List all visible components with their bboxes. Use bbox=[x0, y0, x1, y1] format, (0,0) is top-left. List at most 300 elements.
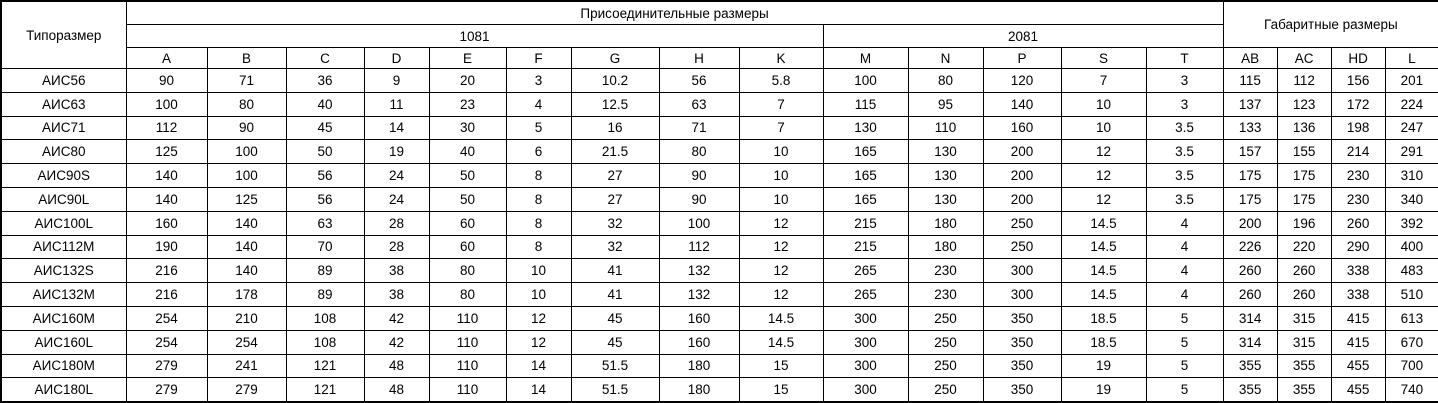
dimension-value-cell: 260 bbox=[1223, 283, 1277, 307]
column-header-F: F bbox=[506, 48, 571, 69]
row-type-size: АИС160M bbox=[1, 306, 126, 330]
dimension-value-cell: 12 bbox=[739, 259, 823, 283]
dimension-value-cell: 201 bbox=[1385, 69, 1438, 93]
table-row bbox=[1, 164, 1438, 188]
dimension-value-cell: 250 bbox=[908, 378, 983, 402]
dimension-value-cell: 670 bbox=[1385, 330, 1438, 354]
dimension-value-cell: 279 bbox=[126, 354, 207, 378]
dimension-value-cell: 200 bbox=[983, 164, 1061, 188]
table-row bbox=[1, 211, 1438, 235]
dimension-value-cell: 140 bbox=[207, 211, 286, 235]
dimension-value-cell: 613 bbox=[1385, 306, 1438, 330]
dimension-value-cell: 48 bbox=[364, 354, 429, 378]
dimension-value-cell: 56 bbox=[286, 187, 364, 211]
dimension-value-cell: 41 bbox=[571, 283, 659, 307]
dimension-value-cell: 315 bbox=[1277, 306, 1331, 330]
table-row bbox=[1, 330, 1438, 354]
dimension-value-cell: 175 bbox=[1223, 164, 1277, 188]
dimension-value-cell: 12 bbox=[739, 235, 823, 259]
dimension-value-cell: 14.5 bbox=[739, 306, 823, 330]
dimension-value-cell: 172 bbox=[1331, 92, 1385, 116]
table-row bbox=[1, 354, 1438, 378]
dimension-value-cell: 140 bbox=[207, 259, 286, 283]
dimension-value-cell: 300 bbox=[983, 283, 1061, 307]
dimension-value-cell: 18.5 bbox=[1061, 306, 1146, 330]
dimension-value-cell: 121 bbox=[286, 354, 364, 378]
dimension-value-cell: 455 bbox=[1331, 354, 1385, 378]
dimension-value-cell: 112 bbox=[1277, 69, 1331, 93]
dimension-value-cell: 3 bbox=[1146, 69, 1223, 93]
dimension-value-cell: 121 bbox=[286, 378, 364, 402]
dimension-value-cell: 14.5 bbox=[1061, 211, 1146, 235]
dimension-value-cell: 7 bbox=[1061, 69, 1146, 93]
dimension-value-cell: 136 bbox=[1277, 116, 1331, 140]
dimension-value-cell: 3 bbox=[1146, 92, 1223, 116]
dimension-value-cell: 290 bbox=[1331, 235, 1385, 259]
dimension-value-cell: 355 bbox=[1277, 378, 1331, 402]
dimension-value-cell: 19 bbox=[1061, 354, 1146, 378]
dimension-value-cell: 10 bbox=[506, 259, 571, 283]
dimension-value-cell: 112 bbox=[659, 235, 739, 259]
column-header-T: T bbox=[1146, 48, 1223, 69]
dimension-value-cell: 51.5 bbox=[571, 378, 659, 402]
dimension-value-cell: 110 bbox=[429, 330, 506, 354]
column-header-M: M bbox=[823, 48, 908, 69]
dimension-value-cell: 15 bbox=[739, 354, 823, 378]
dimension-value-cell: 160 bbox=[659, 306, 739, 330]
dimension-value-cell: 40 bbox=[429, 140, 506, 164]
row-type-size: АИС112M bbox=[1, 235, 126, 259]
dimension-value-cell: 6 bbox=[506, 140, 571, 164]
header-row-subgroups bbox=[1, 25, 1438, 48]
dimension-value-cell: 125 bbox=[207, 187, 286, 211]
dimension-value-cell: 95 bbox=[908, 92, 983, 116]
dimension-value-cell: 196 bbox=[1277, 211, 1331, 235]
dimension-value-cell: 140 bbox=[126, 187, 207, 211]
dimension-value-cell: 265 bbox=[823, 259, 908, 283]
dimension-value-cell: 210 bbox=[207, 306, 286, 330]
dimension-value-cell: 180 bbox=[908, 211, 983, 235]
dimension-value-cell: 14 bbox=[506, 354, 571, 378]
dimension-value-cell: 10.2 bbox=[571, 69, 659, 93]
dimension-value-cell: 38 bbox=[364, 259, 429, 283]
dimension-value-cell: 175 bbox=[1277, 187, 1331, 211]
dimension-value-cell: 100 bbox=[126, 92, 207, 116]
dimension-value-cell: 224 bbox=[1385, 92, 1438, 116]
table-row bbox=[1, 378, 1438, 402]
dimension-value-cell: 190 bbox=[126, 235, 207, 259]
column-header-C: C bbox=[286, 48, 364, 69]
dimension-value-cell: 100 bbox=[207, 140, 286, 164]
dimension-value-cell: 137 bbox=[1223, 92, 1277, 116]
dimension-value-cell: 165 bbox=[823, 140, 908, 164]
dimension-value-cell: 200 bbox=[1223, 211, 1277, 235]
dimension-value-cell: 45 bbox=[571, 330, 659, 354]
dimension-value-cell: 28 bbox=[364, 211, 429, 235]
dimension-value-cell: 14.5 bbox=[739, 330, 823, 354]
dimension-value-cell: 279 bbox=[207, 378, 286, 402]
dimension-value-cell: 80 bbox=[207, 92, 286, 116]
dimension-value-cell: 10 bbox=[739, 187, 823, 211]
dimension-value-cell: 230 bbox=[908, 259, 983, 283]
dimension-value-cell: 12 bbox=[506, 330, 571, 354]
dimension-value-cell: 130 bbox=[908, 164, 983, 188]
dimension-value-cell: 12 bbox=[1061, 164, 1146, 188]
dimension-value-cell: 180 bbox=[659, 354, 739, 378]
dimension-value-cell: 110 bbox=[429, 354, 506, 378]
table-body bbox=[1, 69, 1438, 403]
dimension-value-cell: 200 bbox=[983, 140, 1061, 164]
dimension-value-cell: 180 bbox=[908, 235, 983, 259]
dimension-value-cell: 392 bbox=[1385, 211, 1438, 235]
dimension-value-cell: 260 bbox=[1223, 259, 1277, 283]
dimension-value-cell: 214 bbox=[1331, 140, 1385, 164]
dimension-value-cell: 132 bbox=[659, 259, 739, 283]
table-row bbox=[1, 140, 1438, 164]
dimension-value-cell: 300 bbox=[823, 354, 908, 378]
column-header-S: S bbox=[1061, 48, 1146, 69]
dimension-value-cell: 230 bbox=[908, 283, 983, 307]
dimension-value-cell: 215 bbox=[823, 235, 908, 259]
dimension-value-cell: 120 bbox=[983, 69, 1061, 93]
dimension-value-cell: 157 bbox=[1223, 140, 1277, 164]
dimension-value-cell: 178 bbox=[207, 283, 286, 307]
dimension-value-cell: 260 bbox=[1277, 283, 1331, 307]
dimension-value-cell: 23 bbox=[429, 92, 506, 116]
dimension-value-cell: 41 bbox=[571, 259, 659, 283]
column-header-D: D bbox=[364, 48, 429, 69]
dimension-value-cell: 230 bbox=[1331, 164, 1385, 188]
row-type-size: АИС160L bbox=[1, 330, 126, 354]
dimension-value-cell: 130 bbox=[908, 140, 983, 164]
dimension-value-cell: 12.5 bbox=[571, 92, 659, 116]
dimension-value-cell: 250 bbox=[983, 211, 1061, 235]
dimension-value-cell: 510 bbox=[1385, 283, 1438, 307]
dimension-value-cell: 400 bbox=[1385, 235, 1438, 259]
dimension-value-cell: 340 bbox=[1385, 187, 1438, 211]
dimension-value-cell: 90 bbox=[659, 164, 739, 188]
dimension-value-cell: 250 bbox=[983, 235, 1061, 259]
dimension-value-cell: 700 bbox=[1385, 354, 1438, 378]
table-row bbox=[1, 116, 1438, 140]
table-row bbox=[1, 235, 1438, 259]
dimension-value-cell: 483 bbox=[1385, 259, 1438, 283]
dimension-value-cell: 315 bbox=[1277, 330, 1331, 354]
dimension-value-cell: 160 bbox=[659, 330, 739, 354]
row-type-size: АИС180M bbox=[1, 354, 126, 378]
dimension-value-cell: 32 bbox=[571, 211, 659, 235]
column-header-A: A bbox=[126, 48, 207, 69]
dimension-value-cell: 241 bbox=[207, 354, 286, 378]
dimension-value-cell: 20 bbox=[429, 69, 506, 93]
dimension-value-cell: 3.5 bbox=[1146, 164, 1223, 188]
connection-dimensions-header: Присоединительные размеры bbox=[126, 1, 1223, 25]
dimension-value-cell: 110 bbox=[908, 116, 983, 140]
dimension-value-cell: 112 bbox=[126, 116, 207, 140]
dimension-value-cell: 10 bbox=[506, 283, 571, 307]
dimension-value-cell: 160 bbox=[983, 116, 1061, 140]
row-type-size: АИС56 bbox=[1, 69, 126, 93]
dimension-value-cell: 265 bbox=[823, 283, 908, 307]
dimension-value-cell: 89 bbox=[286, 259, 364, 283]
dimension-value-cell: 63 bbox=[659, 92, 739, 116]
dimension-value-cell: 10 bbox=[1061, 116, 1146, 140]
dimension-value-cell: 140 bbox=[983, 92, 1061, 116]
dimension-value-cell: 350 bbox=[983, 354, 1061, 378]
dimension-value-cell: 254 bbox=[126, 306, 207, 330]
dimension-value-cell: 4 bbox=[1146, 235, 1223, 259]
dimension-value-cell: 250 bbox=[908, 330, 983, 354]
dimension-value-cell: 247 bbox=[1385, 116, 1438, 140]
dimension-value-cell: 45 bbox=[286, 116, 364, 140]
dimension-value-cell: 32 bbox=[571, 235, 659, 259]
dimension-value-cell: 300 bbox=[823, 378, 908, 402]
dimension-value-cell: 90 bbox=[207, 116, 286, 140]
row-type-size: АИС71 bbox=[1, 116, 126, 140]
dimension-value-cell: 51.5 bbox=[571, 354, 659, 378]
dimension-value-cell: 200 bbox=[983, 187, 1061, 211]
dimension-value-cell: 16 bbox=[571, 116, 659, 140]
dimension-value-cell: 4 bbox=[1146, 259, 1223, 283]
dimension-value-cell: 12 bbox=[506, 306, 571, 330]
dimension-value-cell: 160 bbox=[126, 211, 207, 235]
dimension-value-cell: 7 bbox=[739, 92, 823, 116]
dimension-value-cell: 48 bbox=[364, 378, 429, 402]
dimension-value-cell: 133 bbox=[1223, 116, 1277, 140]
dimension-value-cell: 338 bbox=[1331, 259, 1385, 283]
dimension-value-cell: 132 bbox=[659, 283, 739, 307]
corner-header: Типоразмер bbox=[1, 1, 126, 69]
dimension-value-cell: 50 bbox=[429, 164, 506, 188]
column-header-B: B bbox=[207, 48, 286, 69]
dimension-value-cell: 4 bbox=[506, 92, 571, 116]
dimension-value-cell: 180 bbox=[659, 378, 739, 402]
dimension-value-cell: 216 bbox=[126, 259, 207, 283]
dimension-value-cell: 314 bbox=[1223, 306, 1277, 330]
dimension-value-cell: 338 bbox=[1331, 283, 1385, 307]
dimension-value-cell: 175 bbox=[1277, 164, 1331, 188]
dimension-value-cell: 350 bbox=[983, 306, 1061, 330]
dimension-value-cell: 230 bbox=[1331, 187, 1385, 211]
dimension-value-cell: 5 bbox=[1146, 378, 1223, 402]
header-row-groups bbox=[1, 1, 1438, 25]
row-type-size: АИС80 bbox=[1, 140, 126, 164]
dimension-value-cell: 5 bbox=[1146, 306, 1223, 330]
overall-dimensions-header: Габаритные размеры bbox=[1223, 1, 1438, 48]
dimension-value-cell: 355 bbox=[1223, 354, 1277, 378]
dimension-value-cell: 40 bbox=[286, 92, 364, 116]
dimension-value-cell: 310 bbox=[1385, 164, 1438, 188]
table-row bbox=[1, 187, 1438, 211]
dimension-value-cell: 415 bbox=[1331, 330, 1385, 354]
dimension-value-cell: 8 bbox=[506, 164, 571, 188]
dimension-value-cell: 10 bbox=[1061, 92, 1146, 116]
dimension-value-cell: 3.5 bbox=[1146, 187, 1223, 211]
column-header-H: H bbox=[659, 48, 739, 69]
dimension-value-cell: 3.5 bbox=[1146, 116, 1223, 140]
dimension-value-cell: 226 bbox=[1223, 235, 1277, 259]
column-header-E: E bbox=[429, 48, 506, 69]
dimension-value-cell: 5.8 bbox=[739, 69, 823, 93]
dimension-value-cell: 12 bbox=[739, 211, 823, 235]
dimension-value-cell: 123 bbox=[1277, 92, 1331, 116]
dimension-value-cell: 24 bbox=[364, 164, 429, 188]
header-row-letters bbox=[1, 48, 1438, 69]
subgroup-1081-header: 1081 bbox=[126, 25, 823, 48]
dimension-value-cell: 24 bbox=[364, 187, 429, 211]
dimension-value-cell: 250 bbox=[908, 306, 983, 330]
dimension-value-cell: 175 bbox=[1223, 187, 1277, 211]
dimension-value-cell: 27 bbox=[571, 164, 659, 188]
column-header-HD: HD bbox=[1331, 48, 1385, 69]
dimension-value-cell: 70 bbox=[286, 235, 364, 259]
dimension-value-cell: 165 bbox=[823, 187, 908, 211]
dimension-value-cell: 100 bbox=[659, 211, 739, 235]
dimension-value-cell: 27 bbox=[571, 187, 659, 211]
dimension-value-cell: 14 bbox=[364, 116, 429, 140]
dimension-value-cell: 300 bbox=[983, 259, 1061, 283]
dimension-value-cell: 156 bbox=[1331, 69, 1385, 93]
dimension-value-cell: 110 bbox=[429, 378, 506, 402]
dimension-value-cell: 89 bbox=[286, 283, 364, 307]
dimension-value-cell: 10 bbox=[739, 140, 823, 164]
dimension-value-cell: 9 bbox=[364, 69, 429, 93]
dimension-value-cell: 140 bbox=[126, 164, 207, 188]
dimension-value-cell: 50 bbox=[286, 140, 364, 164]
dimension-value-cell: 115 bbox=[823, 92, 908, 116]
dimension-value-cell: 165 bbox=[823, 164, 908, 188]
table-row bbox=[1, 259, 1438, 283]
dimension-value-cell: 19 bbox=[364, 140, 429, 164]
dimension-value-cell: 130 bbox=[908, 187, 983, 211]
dimension-value-cell: 355 bbox=[1277, 354, 1331, 378]
dimension-value-cell: 4 bbox=[1146, 211, 1223, 235]
dimension-value-cell: 260 bbox=[1331, 211, 1385, 235]
row-type-size: АИС90S bbox=[1, 164, 126, 188]
dimension-value-cell: 300 bbox=[823, 330, 908, 354]
row-type-size: АИС63 bbox=[1, 92, 126, 116]
dimension-value-cell: 8 bbox=[506, 211, 571, 235]
dimension-value-cell: 56 bbox=[286, 164, 364, 188]
dimension-value-cell: 21.5 bbox=[571, 140, 659, 164]
dimension-value-cell: 50 bbox=[429, 187, 506, 211]
dimension-value-cell: 260 bbox=[1277, 259, 1331, 283]
dimension-value-cell: 100 bbox=[823, 69, 908, 93]
dimension-value-cell: 8 bbox=[506, 235, 571, 259]
dimension-value-cell: 100 bbox=[207, 164, 286, 188]
dimension-value-cell: 155 bbox=[1277, 140, 1331, 164]
dimension-value-cell: 198 bbox=[1331, 116, 1385, 140]
dimension-value-cell: 291 bbox=[1385, 140, 1438, 164]
dimension-value-cell: 254 bbox=[126, 330, 207, 354]
dimension-value-cell: 90 bbox=[659, 187, 739, 211]
dimension-value-cell: 8 bbox=[506, 187, 571, 211]
dimension-value-cell: 80 bbox=[659, 140, 739, 164]
table-row bbox=[1, 306, 1438, 330]
table-row bbox=[1, 92, 1438, 116]
dimension-value-cell: 355 bbox=[1223, 378, 1277, 402]
dimension-value-cell: 42 bbox=[364, 306, 429, 330]
dimension-value-cell: 71 bbox=[207, 69, 286, 93]
column-header-AB: AB bbox=[1223, 48, 1277, 69]
dimension-value-cell: 740 bbox=[1385, 378, 1438, 402]
row-type-size: АИС132M bbox=[1, 283, 126, 307]
dimension-value-cell: 125 bbox=[126, 140, 207, 164]
dimension-value-cell: 3.5 bbox=[1146, 140, 1223, 164]
dimension-value-cell: 28 bbox=[364, 235, 429, 259]
dimension-value-cell: 14.5 bbox=[1061, 283, 1146, 307]
dimension-value-cell: 60 bbox=[429, 211, 506, 235]
dimension-value-cell: 314 bbox=[1223, 330, 1277, 354]
dimension-value-cell: 250 bbox=[908, 354, 983, 378]
dimension-value-cell: 14.5 bbox=[1061, 235, 1146, 259]
dimension-value-cell: 12 bbox=[1061, 140, 1146, 164]
table-row bbox=[1, 283, 1438, 307]
dimension-value-cell: 19 bbox=[1061, 378, 1146, 402]
dimension-value-cell: 11 bbox=[364, 92, 429, 116]
row-type-size: АИС100L bbox=[1, 211, 126, 235]
dimension-value-cell: 108 bbox=[286, 306, 364, 330]
dimension-value-cell: 350 bbox=[983, 330, 1061, 354]
dimension-value-cell: 42 bbox=[364, 330, 429, 354]
dimension-value-cell: 45 bbox=[571, 306, 659, 330]
dimension-value-cell: 415 bbox=[1331, 306, 1385, 330]
dimension-value-cell: 14.5 bbox=[1061, 259, 1146, 283]
dimension-value-cell: 60 bbox=[429, 235, 506, 259]
dimension-value-cell: 115 bbox=[1223, 69, 1277, 93]
dimension-value-cell: 254 bbox=[207, 330, 286, 354]
dimension-value-cell: 15 bbox=[739, 378, 823, 402]
dimension-value-cell: 216 bbox=[126, 283, 207, 307]
dimension-value-cell: 38 bbox=[364, 283, 429, 307]
dimension-value-cell: 215 bbox=[823, 211, 908, 235]
dimension-value-cell: 7 bbox=[739, 116, 823, 140]
dimension-value-cell: 300 bbox=[823, 306, 908, 330]
row-type-size: АИС90L bbox=[1, 187, 126, 211]
dimension-value-cell: 18.5 bbox=[1061, 330, 1146, 354]
dimension-value-cell: 4 bbox=[1146, 283, 1223, 307]
dimension-value-cell: 350 bbox=[983, 378, 1061, 402]
dimension-value-cell: 279 bbox=[126, 378, 207, 402]
dimension-value-cell: 455 bbox=[1331, 378, 1385, 402]
row-type-size: АИС132S bbox=[1, 259, 126, 283]
dimension-value-cell: 5 bbox=[1146, 330, 1223, 354]
dimension-value-cell: 80 bbox=[429, 283, 506, 307]
dimension-value-cell: 30 bbox=[429, 116, 506, 140]
subgroup-2081-header: 2081 bbox=[823, 25, 1223, 48]
dimension-value-cell: 140 bbox=[207, 235, 286, 259]
dimension-value-cell: 80 bbox=[429, 259, 506, 283]
dimension-value-cell: 12 bbox=[739, 283, 823, 307]
column-header-G: G bbox=[571, 48, 659, 69]
dimension-value-cell: 71 bbox=[659, 116, 739, 140]
dimension-value-cell: 108 bbox=[286, 330, 364, 354]
dimension-value-cell: 5 bbox=[506, 116, 571, 140]
column-header-P: P bbox=[983, 48, 1061, 69]
dimension-value-cell: 220 bbox=[1277, 235, 1331, 259]
row-type-size: АИС180L bbox=[1, 378, 126, 402]
dimension-value-cell: 110 bbox=[429, 306, 506, 330]
column-header-L: L bbox=[1385, 48, 1438, 69]
dimension-value-cell: 80 bbox=[908, 69, 983, 93]
dimension-value-cell: 5 bbox=[1146, 354, 1223, 378]
table-row bbox=[1, 69, 1438, 93]
dimension-value-cell: 10 bbox=[739, 164, 823, 188]
dimension-value-cell: 63 bbox=[286, 211, 364, 235]
dimension-value-cell: 3 bbox=[506, 69, 571, 93]
dimension-value-cell: 12 bbox=[1061, 187, 1146, 211]
dimension-value-cell: 130 bbox=[823, 116, 908, 140]
